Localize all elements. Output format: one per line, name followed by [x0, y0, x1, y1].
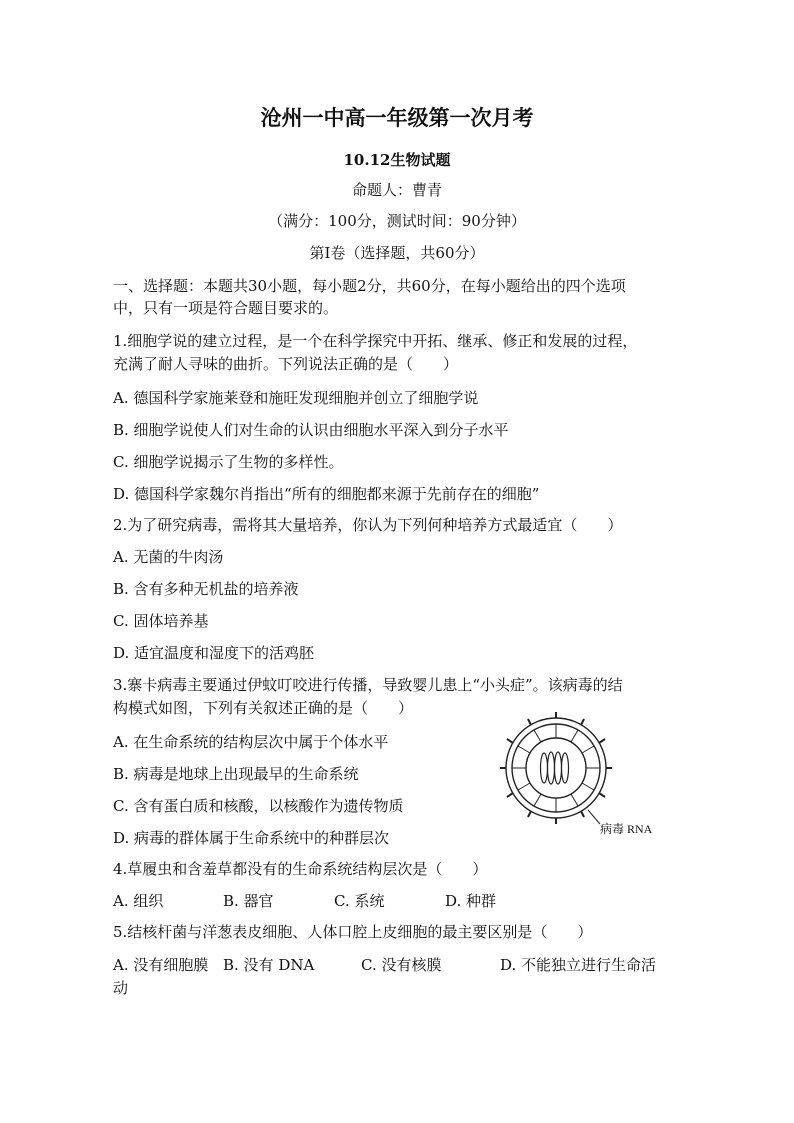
question-1-option-b: B. 细胞学说使人们对生命的认识由细胞水平深入到分子水平: [113, 421, 509, 439]
question-2-stem: 2.为了研究病毒，需将其大量培养，你认为下列何种培养方式最适宜（ ）: [113, 516, 623, 534]
virus-structure-figure: [496, 712, 681, 838]
instructions-line-2: 中，只有一项是符合题目要求的。: [113, 299, 339, 317]
question-4-stem: 4.草履虫和含羞草都没有的生命系统结构层次是（ ）: [113, 860, 488, 878]
question-3-option-d: D. 病毒的群体属于生命系统中的种群层次: [113, 829, 390, 847]
figure-label: 病毒 RNA: [600, 822, 653, 836]
question-2-option-d: D. 适宜温度和湿度下的活鸡胚: [113, 644, 315, 662]
question-1-option-d: D. 德国科学家魏尔肖指出“所有的细胞都来源于先前存在的细胞”: [113, 485, 540, 503]
question-2-option-a: A. 无菌的牛肉汤: [113, 548, 224, 566]
question-1-option-a: A. 德国科学家施莱登和施旺发现细胞并创立了细胞学说: [113, 389, 479, 407]
exam-subtitle: 10.12生物试题: [343, 151, 451, 169]
question-5-option-c: C. 没有核膜: [361, 956, 442, 974]
virus-capsid: [526, 738, 586, 798]
question-3-stem-2: 构模式如图，下列有关叙述正确的是（ ）: [113, 699, 414, 717]
exam-author: 命题人：曹青: [351, 181, 442, 199]
question-5-option-b: B. 没有 DNA: [223, 956, 315, 974]
question-4-option-a: A. 组织: [113, 892, 164, 910]
exam-info: （满分：100分，测试时间：90分钟）: [268, 212, 526, 230]
question-1-stem-2: 充满了耐人寻味的曲折。下列说法正确的是（ ）: [113, 355, 459, 373]
question-5-options: [113, 955, 681, 975]
question-4-option-d: D. 种群: [445, 892, 497, 910]
question-2-option-c: C. 固体培养基: [113, 612, 209, 630]
question-1-option-c: C. 细胞学说揭示了生物的多样性。: [113, 453, 344, 471]
question-3-option-c: C. 含有蛋白质和核酸，以核酸作为遗传物质: [113, 797, 404, 815]
question-2-option-b: B. 含有多种无机盐的培养液: [113, 580, 299, 598]
page-title: 沧州一中高一年级第一次月考: [260, 105, 534, 130]
question-5-option-d: D. 不能独立进行生命活: [500, 956, 657, 974]
question-5-option-a: A. 没有细胞膜: [113, 956, 209, 974]
question-3-stem-1: 3.寨卡病毒主要通过伊蚊叮咬进行传播，导致婴儿患上“小头症”。该病毒的结: [113, 676, 623, 694]
question-5-stem: 5.结核杆菌与洋葱表皮细胞、人体口腔上皮细胞的最主要区别是（ ）: [113, 923, 593, 941]
question-4-option-c: C. 系统: [334, 892, 385, 910]
question-5-option-d-continued: 动: [113, 979, 129, 997]
virus-diagram: [496, 712, 681, 838]
section-heading: 第Ⅰ卷（选择题，共60分）: [309, 244, 485, 262]
virus-rna-coils: [541, 752, 569, 784]
rna-pointer-line: [588, 810, 600, 824]
question-4-option-b: B. 器官: [223, 892, 274, 910]
question-3-option-b: B. 病毒是地球上出现最早的生命系统: [113, 765, 359, 783]
question-4-options: [113, 891, 681, 911]
instructions-line-1: 一、选择题：本题共30小题，每小题2分，共60分，在每小题给出的四个选项: [113, 277, 626, 295]
question-1-stem-1: 1.细胞学说的建立过程，是一个在科学探究中开拓、继承、修正和发展的过程，: [113, 332, 638, 350]
question-3-option-a: A. 在生命系统的结构层次中属于个体水平: [113, 733, 389, 751]
